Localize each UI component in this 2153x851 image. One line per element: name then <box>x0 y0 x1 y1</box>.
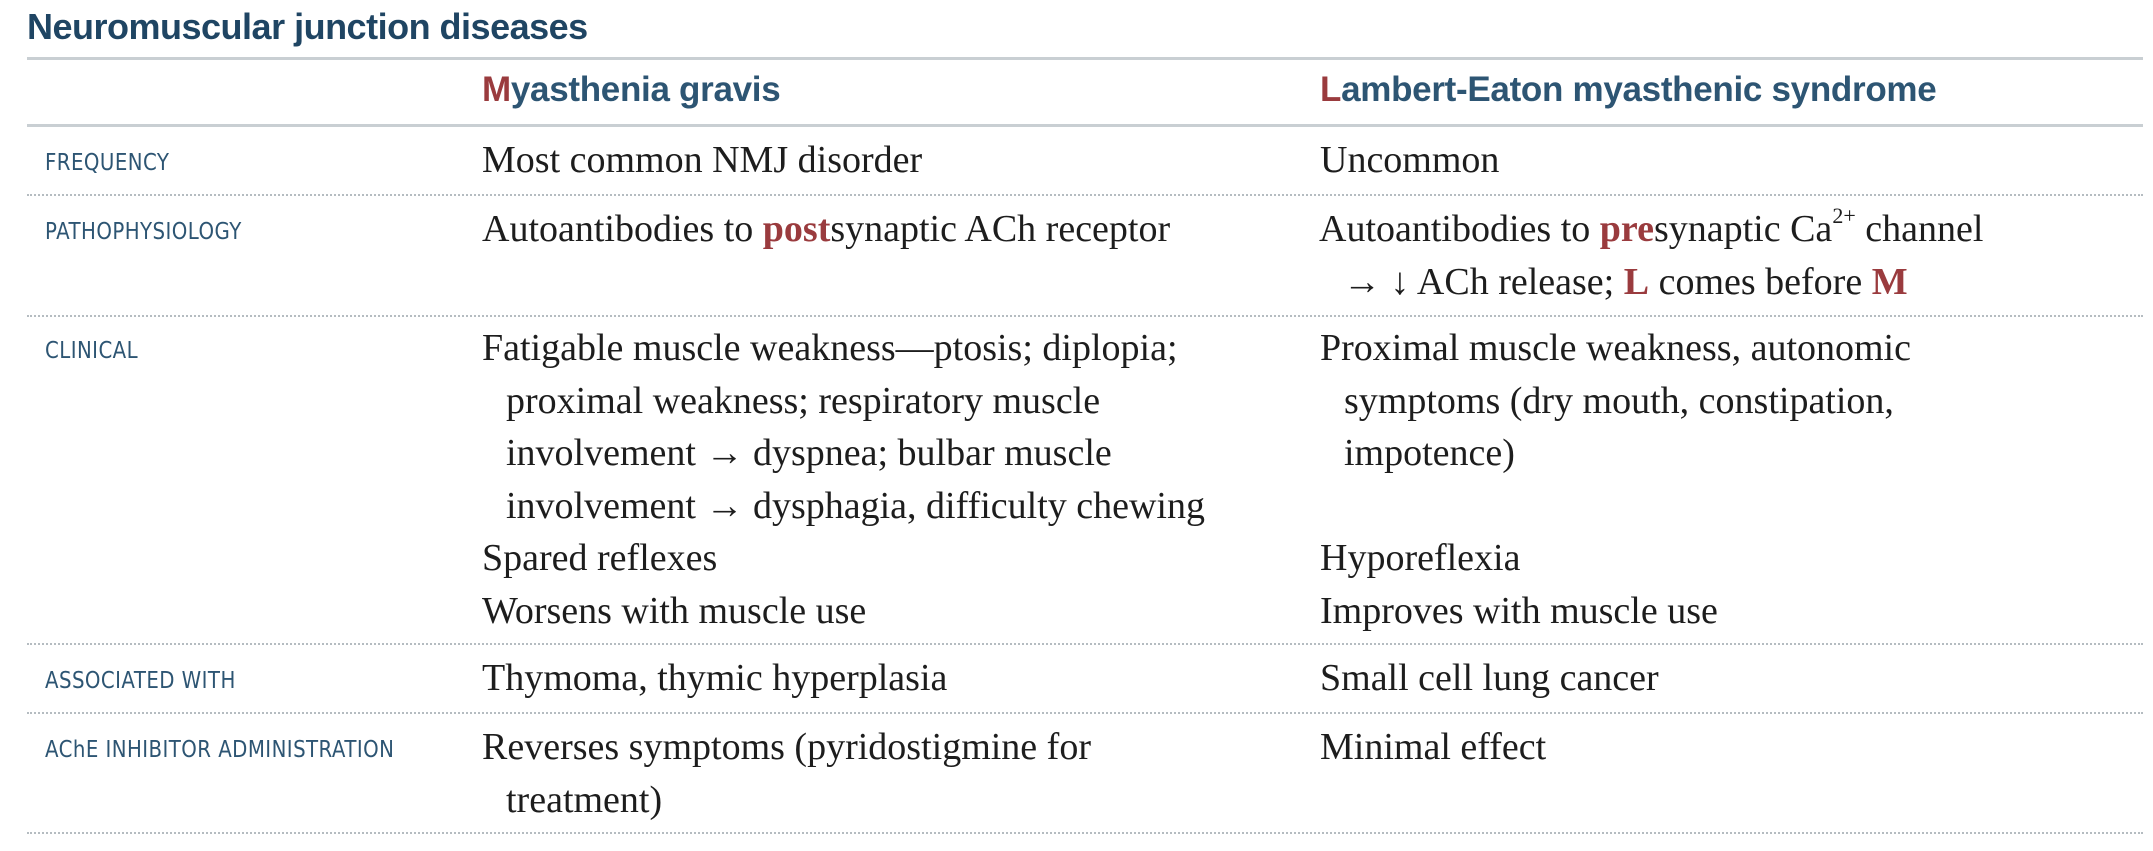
emphasis-text: pre <box>1599 208 1654 250</box>
text-line: treatment) <box>506 778 663 821</box>
text-line: involvement → dyspnea; bulbar muscle <box>506 432 1112 474</box>
column-header-rest: yasthenia gravis <box>510 70 781 109</box>
text-segment: → ↓ ACh release; <box>1343 260 1624 303</box>
text-line: Spared reflexes <box>482 537 718 579</box>
text-line: Fatigable muscle weakness—ptosis; diplopia; <box>482 327 1178 369</box>
label-segment: ACh <box>45 737 86 763</box>
text-line: proximal weakness; respiratory muscle <box>506 379 1101 422</box>
text-line: involvement → dysphagia, difficulty chewing <box>506 484 1205 527</box>
row-divider <box>27 643 2143 645</box>
row-label-ache-inhibitor <box>45 737 394 763</box>
column-header-lambert-eaton <box>1320 70 1936 110</box>
text-line <box>1320 480 1911 533</box>
text-segment: channel <box>1855 208 1984 250</box>
text-line: Proximal muscle weakness, autonomic <box>1320 327 1911 369</box>
row-label-clinical: CLINICAL <box>45 338 139 364</box>
cell-le-frequency: Uncommon <box>1320 139 1500 181</box>
row-divider <box>27 194 2143 196</box>
column-header-rest: ambert-Eaton myasthenic syndrome <box>1341 70 1937 109</box>
text-segment: synaptic Ca <box>1653 208 1833 250</box>
page-title: Neuromuscular junction diseases <box>27 6 588 47</box>
column-header-myasthenia-gravis <box>482 70 780 110</box>
text-segment: Autoantibodies to <box>1319 208 1600 250</box>
text-line: symptoms (dry mouth, constipation, <box>1344 379 1894 422</box>
text-segment: Autoantibodies to <box>482 208 763 250</box>
row-label-frequency: FREQUENCY <box>45 150 170 176</box>
cell-le-pathophysiology <box>1319 203 1983 308</box>
row-label-pathophysiology: PATHOPHYSIOLOGY <box>45 219 242 245</box>
label-segment: E INHIBITOR ADMINISTRATION <box>85 737 395 763</box>
cell-le-associated: Small cell lung cancer <box>1320 657 1659 699</box>
column-header-initial: L <box>1320 70 1342 109</box>
title-divider <box>27 57 2143 60</box>
text-line: Worsens with muscle use <box>482 589 867 632</box>
header-divider <box>27 124 2143 127</box>
emphasis-text: M <box>1871 260 1908 303</box>
text-segment: synaptic ACh receptor <box>830 208 1171 250</box>
cell-mg-associated: Thymoma, thymic hyperplasia <box>482 657 948 699</box>
row-label-associated: ASSOCIATED WITH <box>45 668 236 694</box>
cell-mg-pathophysiology <box>482 203 1170 256</box>
cell-le-ache-inhibitor: Minimal effect <box>1320 726 1547 768</box>
row-divider <box>27 832 2143 834</box>
text-line: Hyporeflexia <box>1320 537 1521 579</box>
superscript: 2+ <box>1832 203 1856 229</box>
text-line: impotence) <box>1344 432 1515 474</box>
cell-mg-frequency: Most common NMJ disorder <box>482 139 923 181</box>
emphasis-text: L <box>1623 260 1650 303</box>
cell-le-clinical <box>1320 322 1911 637</box>
column-header-initial: M <box>482 70 511 109</box>
row-divider <box>27 712 2143 714</box>
text-line: Improves with muscle use <box>1320 589 1718 632</box>
text-line: Reverses symptoms (pyridostigmine for <box>482 726 1091 768</box>
row-divider <box>27 315 2143 317</box>
cell-mg-clinical <box>482 322 1205 637</box>
text-segment: comes before <box>1649 260 1872 303</box>
cell-mg-ache-inhibitor <box>482 721 1091 826</box>
emphasis-text: post <box>762 208 831 250</box>
